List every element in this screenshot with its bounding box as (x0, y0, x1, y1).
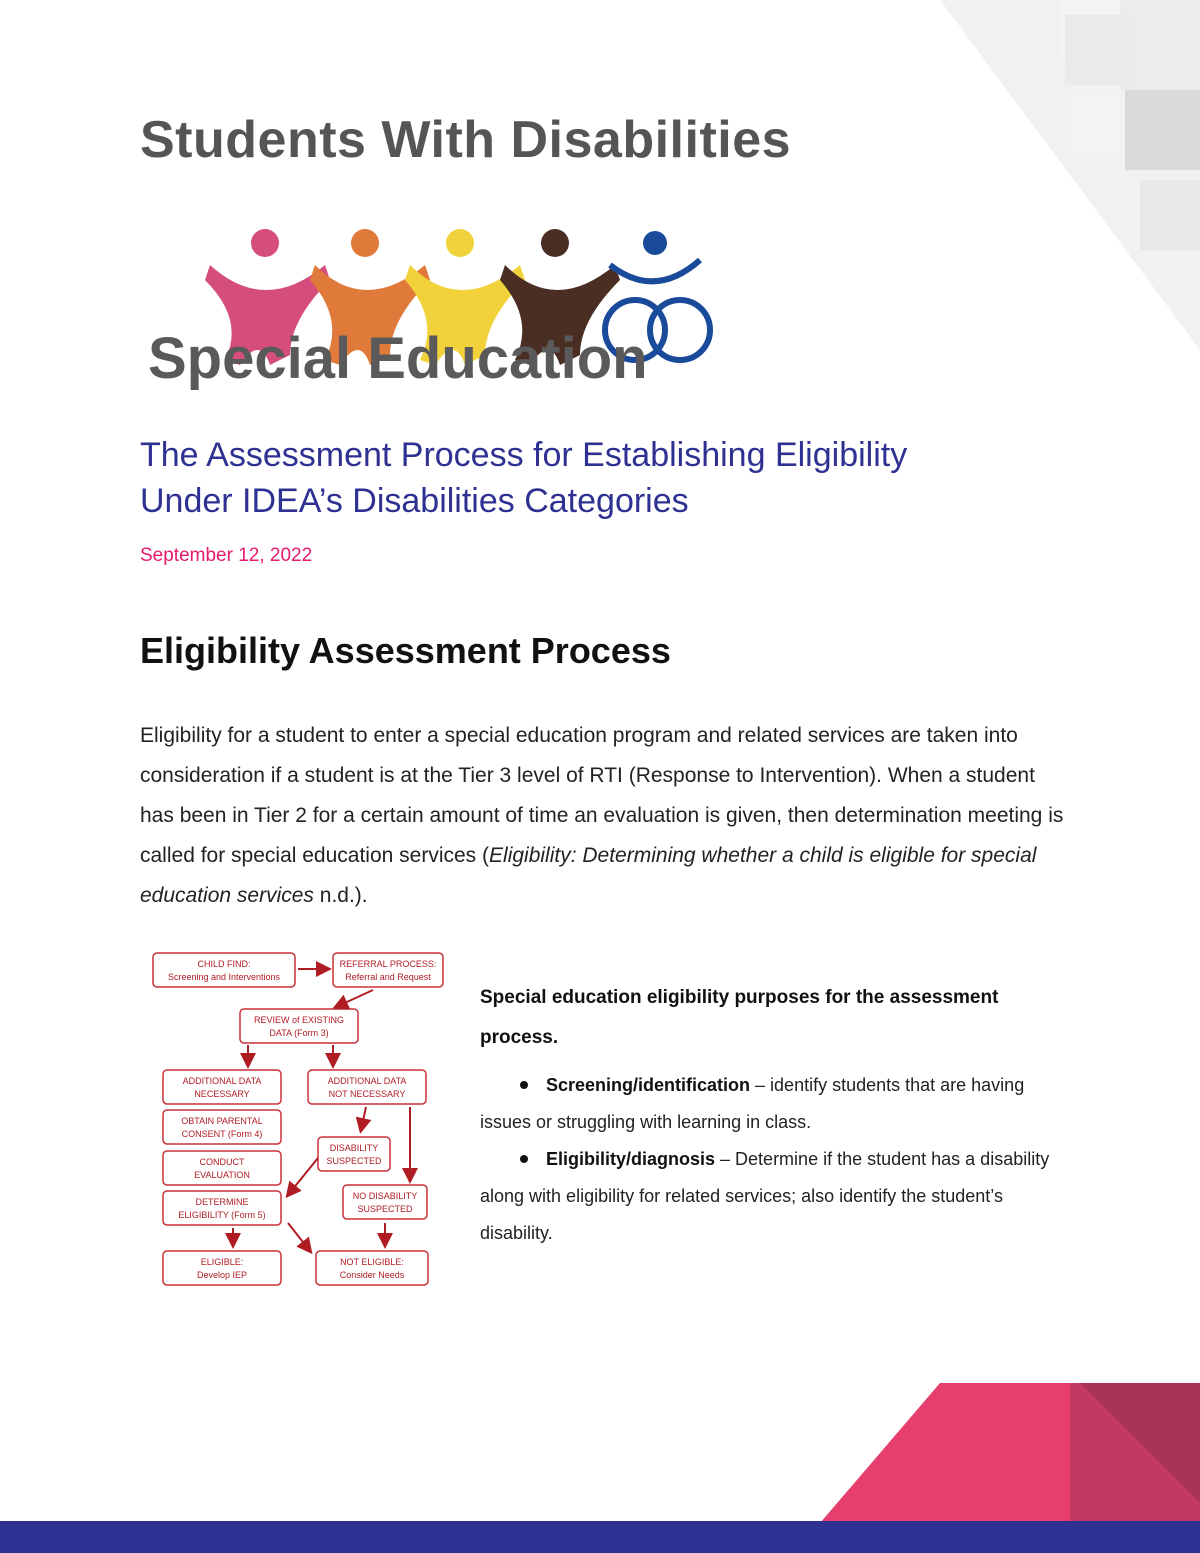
flow-label: EVALUATION (194, 1170, 250, 1180)
corner-decoration-top (840, 0, 1200, 360)
flow-label: Develop IEP (196, 1270, 248, 1280)
document-subtitle (140, 432, 1100, 524)
flow-label: SUSPECTED (357, 1204, 413, 1214)
flow-label: REVIEW of EXISTING (253, 1015, 345, 1025)
purposes-heading: Special education eligibility purposes for the assessment process. (480, 987, 999, 1048)
flow-label: CHILD FIND: (197, 959, 251, 969)
document-title: Students With Disabilities (140, 111, 792, 169)
footer-bar (0, 1521, 1200, 1553)
bullet-icon (520, 1081, 528, 1089)
list-item-text: – Determine if the student has a disability along with eligibility for related services; also identify the student’s disability. (480, 1149, 1050, 1243)
publish-date: September 12, 2022 (140, 545, 313, 566)
logo-text: Special Education (148, 326, 648, 391)
flow-label: NOT ELIGIBLE: (340, 1257, 404, 1267)
flow-label: DATA (Form 3) (269, 1028, 329, 1038)
flow-label: DISABILITY (329, 1143, 379, 1153)
flow-label: ELIGIBILITY (Form 5) (178, 1210, 266, 1220)
corner-decoration-bottom (800, 1383, 1200, 1523)
flow-label: Screening and Interventions (167, 972, 281, 982)
paragraph-text: Eligibility for a student to enter a special education program and related services are taken into consideration if a student is at the Tier 3 level of RTI (Response to Intervention). When a student has been in Tier 2 for a certain amount of time an evaluation is given, then determination meeting is called for special education services ( (140, 724, 1064, 867)
flow-label: Consider Needs (339, 1270, 405, 1280)
list-item-text: – identify students that are having issues or struggling with learning in class. (480, 1075, 1025, 1132)
flow-label: Referral and Request (345, 972, 431, 982)
flow-label: CONDUCT (199, 1157, 245, 1167)
flow-label: CONSENT (Form 4) (181, 1129, 263, 1139)
subtitle-line: The Assessment Process for Establishing Eligibility (140, 436, 908, 474)
flow-label: ADDITIONAL DATA (182, 1076, 262, 1086)
flow-label: NOT NECESSARY (328, 1089, 406, 1099)
list-item (480, 1067, 1070, 1141)
paragraph-citation: Eligibility: Determining whether a child is eligible for special education services (140, 844, 1037, 907)
section-heading: Eligibility Assessment Process (140, 630, 671, 671)
eligibility-flowchart (148, 945, 448, 1290)
subtitle-line: Under IDEA’s Disabilities Categories (140, 482, 689, 520)
flow-label: ADDITIONAL DATA (327, 1076, 407, 1086)
flow-label: NO DISABILITY (352, 1191, 418, 1201)
flow-label: DETERMINE (195, 1197, 249, 1207)
list-item-term: Screening/identification (546, 1075, 751, 1095)
body-paragraph (140, 716, 1070, 916)
list-item (480, 1141, 1070, 1252)
list-item-term: Eligibility/diagnosis (546, 1149, 716, 1169)
flow-label: REFERRAL PROCESS: (339, 959, 437, 969)
purposes-list (480, 1067, 1070, 1252)
paragraph-text-end: n.d.). (313, 884, 368, 907)
flow-label: NECESSARY (194, 1089, 250, 1099)
flow-label: SUSPECTED (326, 1156, 382, 1166)
flow-label: ELIGIBLE: (200, 1257, 244, 1267)
flow-label: OBTAIN PARENTAL (181, 1116, 263, 1126)
bullet-icon (520, 1155, 528, 1163)
